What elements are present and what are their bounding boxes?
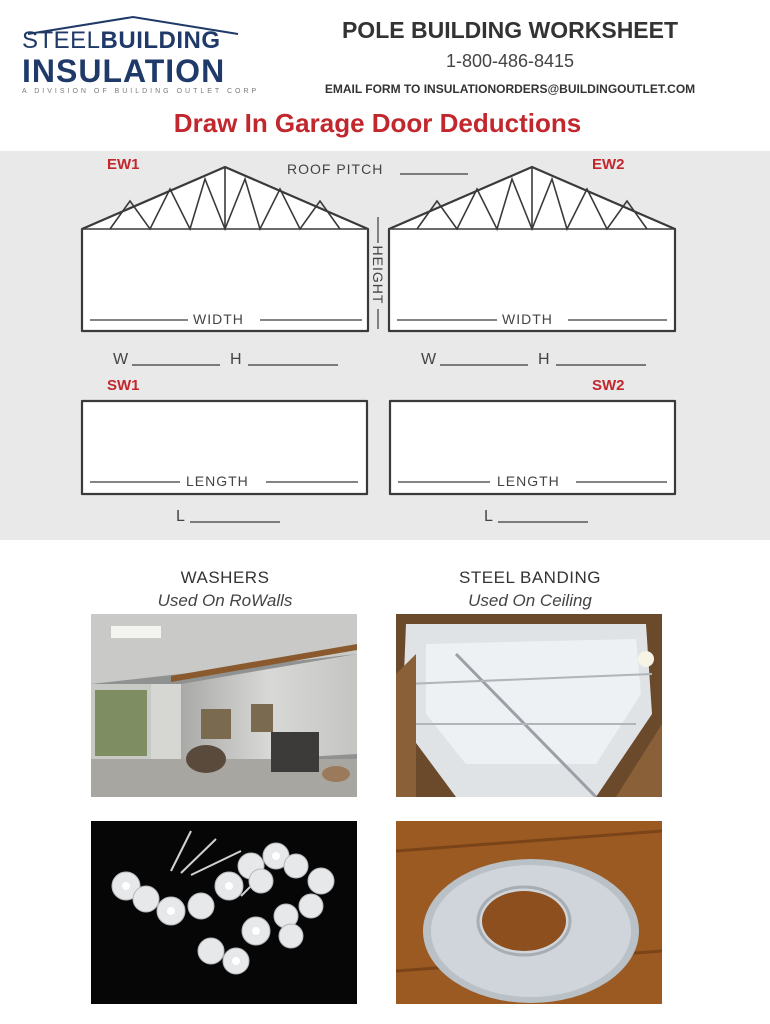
logo-steel: STEEL [22,27,101,54]
building-diagrams [0,151,770,540]
ew1-width-label: WIDTH [193,311,244,327]
ew2-label: EW2 [592,156,625,173]
sw2-length-label: LENGTH [497,473,560,489]
washers-title: WASHERS [180,568,270,587]
roof-pitch-label: ROOF PITCH [287,161,384,177]
banding-title: STEEL BANDING [459,568,601,587]
steel-banding-coil-photo [396,821,662,1004]
sw2-label: SW2 [592,377,625,394]
sw1-label: SW1 [107,377,140,394]
height-label: HEIGHT [370,245,386,305]
sw2-l-label: L [484,508,494,525]
section-subtitle: Draw In Garage Door Deductions [173,108,582,138]
ew2-w-label: W [421,351,438,368]
worksheet-panel [0,151,770,540]
page-title: POLE BUILDING WORKSHEET [341,17,679,43]
logo-wordmark-top [22,28,221,54]
washers-subtitle: Used On RoWalls [157,591,293,610]
logo-insulation: INSULATION [22,53,226,89]
email-instruction: EMAIL FORM TO INSULATIONORDERS@BUILDINGOUTLET.COM [324,82,696,96]
ew2-width-label: WIDTH [502,311,553,327]
ew2-h-label: H [538,351,551,368]
ceiling-banding-photo [396,614,662,797]
garage-interior-photo [91,614,357,797]
logo-tagline: A DIVISION OF BUILDING OUTLET CORP [22,88,260,95]
ew1-w-label: W [113,351,130,368]
sw1-length-label: LENGTH [186,473,249,489]
ew1-label: EW1 [107,156,140,173]
logo-building: BUILDING [100,27,221,54]
sw1-l-label: L [176,508,186,525]
washers-photo [91,821,357,1004]
phone-number: 1-800-486-8415 [445,51,575,71]
ew1-h-label: H [230,351,243,368]
banding-subtitle: Used On Ceiling [468,591,592,610]
